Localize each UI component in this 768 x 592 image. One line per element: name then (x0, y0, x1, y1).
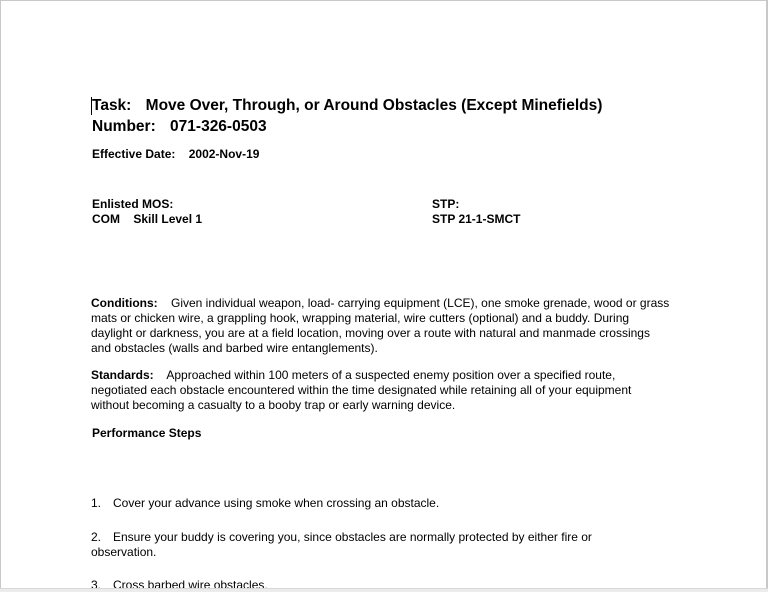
task-line (92, 97, 602, 115)
effective-date-line (92, 147, 259, 161)
conditions-paragraph (91, 296, 671, 356)
enlisted-mos-label: Enlisted MOS: (92, 197, 174, 211)
stp-value: STP 21-1-SMCT (432, 212, 521, 226)
step-number: 1. (91, 496, 102, 510)
stp-label: STP: (432, 197, 460, 211)
number-label: Number: (92, 118, 156, 135)
step-number: 2. (91, 530, 102, 544)
step-item (91, 530, 631, 560)
conditions-text: Given individual weapon, load- carrying equipment (LCE), one smoke grenade, wood or grass mats or chicken wire, a grappling hook, wrapping material, wire cutters (optional) and a buddy. During daylight or darkness, you are at a field location, moving over a route with natural and manmade crossings and obstacles (walls and barbed wire entanglements). (91, 296, 670, 355)
task-label: Task: (92, 97, 132, 114)
effective-date-value: 2002-Nov-19 (188, 147, 260, 161)
standards-text: Approached within 100 meters of a suspected enemy position over a specified route, negotiated each obstacle encountered within the time designated while retaining all of your equipment without becoming a casualty to a booby trap or early warning device. (91, 368, 632, 412)
step-number: 3. (91, 578, 102, 588)
step-text: Cross barbed wire obstacles. (113, 578, 268, 588)
step-item (91, 496, 671, 511)
mos-code: COM (92, 212, 120, 226)
standards-paragraph (91, 368, 671, 413)
step-item (91, 578, 671, 588)
effective-date-label: Effective Date: (92, 147, 176, 161)
task-title: Move Over, Through, or Around Obstacles (Except Minefields) (145, 97, 603, 114)
standards-label: Standards: (91, 368, 154, 382)
step-text: Cover your advance using smoke when crossing an obstacle. (113, 496, 440, 510)
mos-line (92, 212, 202, 226)
number-value: 071-326-0503 (170, 118, 267, 135)
step-text: Ensure your buddy is covering you, since obstacles are normally protected by either fire or observation. (91, 530, 592, 559)
document-page[interactable] (1, 1, 767, 588)
performance-steps-heading: Performance Steps (92, 426, 202, 440)
conditions-label: Conditions: (91, 296, 158, 310)
skill-level: Skill Level 1 (133, 212, 203, 226)
number-line (92, 118, 267, 136)
horizontal-scroll-area[interactable] (0, 588, 768, 592)
